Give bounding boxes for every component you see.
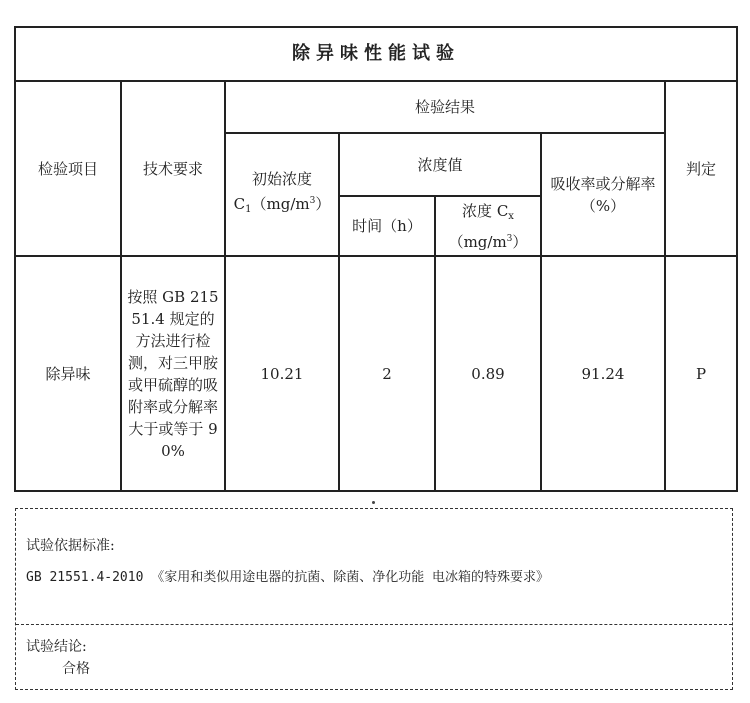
header-test-item: 检验项目 — [15, 81, 121, 256]
conclusion-label: 试验结论: — [26, 639, 87, 655]
header-absorption-rate — [541, 133, 665, 256]
cell-judgement: P — [665, 256, 737, 491]
concentration-unit: （mg/m — [448, 232, 507, 251]
concentration-label: 浓度 C — [462, 201, 509, 220]
concentration-subscript: x — [508, 210, 514, 222]
test-info-box — [15, 508, 733, 690]
absorption-rate-unit: （%） — [580, 196, 626, 215]
initial-concentration-subscript: 1 — [245, 204, 252, 215]
test-results-table — [14, 26, 738, 492]
header-judgement: 判定 — [665, 81, 737, 256]
standard-label: 试验依据标准: — [26, 538, 115, 554]
cell-initial-concentration: 10.21 — [225, 256, 339, 491]
initial-concentration-unit-close: ） — [315, 195, 331, 213]
cell-technical-requirement: 按照 GB 21551.4 规定的方法进行检测，对三甲胺或甲硫醇的吸附率或分解率大于或等于 90% — [121, 256, 225, 491]
footer-divider — [16, 624, 732, 625]
header-concentration-value: 浓度值 — [339, 133, 541, 196]
initial-concentration-symbol: C — [233, 195, 246, 213]
separator-dot — [372, 501, 375, 504]
standard-text: GB 21551.4-2010 《家用和类似用途电器的抗菌、除菌、净化功能 电冰箱的特殊要求》 — [26, 570, 550, 585]
header-test-result: 检验结果 — [225, 81, 665, 133]
table-row — [15, 256, 737, 491]
concentration-unit-close: ） — [512, 232, 528, 251]
cell-time: 2 — [339, 256, 435, 491]
header-time: 时间（h） — [339, 196, 435, 256]
header-concentration — [435, 196, 541, 256]
table-title: 除异味性能试验 — [15, 27, 737, 81]
initial-concentration-unit: （mg/m — [251, 195, 310, 213]
initial-concentration-unit-exponent: 3 — [309, 196, 316, 206]
header-initial-concentration — [225, 133, 339, 256]
header-technical-requirement: 技术要求 — [121, 81, 225, 256]
concentration-unit-exponent: 3 — [506, 233, 513, 244]
initial-concentration-label: 初始浓度 — [251, 170, 312, 188]
absorption-rate-label: 吸收率或分解率 — [550, 174, 656, 193]
cell-absorption-rate: 91.24 — [541, 256, 665, 491]
cell-test-item: 除异味 — [15, 256, 121, 491]
cell-concentration: 0.89 — [435, 256, 541, 491]
conclusion-value: 合格 — [62, 661, 90, 677]
